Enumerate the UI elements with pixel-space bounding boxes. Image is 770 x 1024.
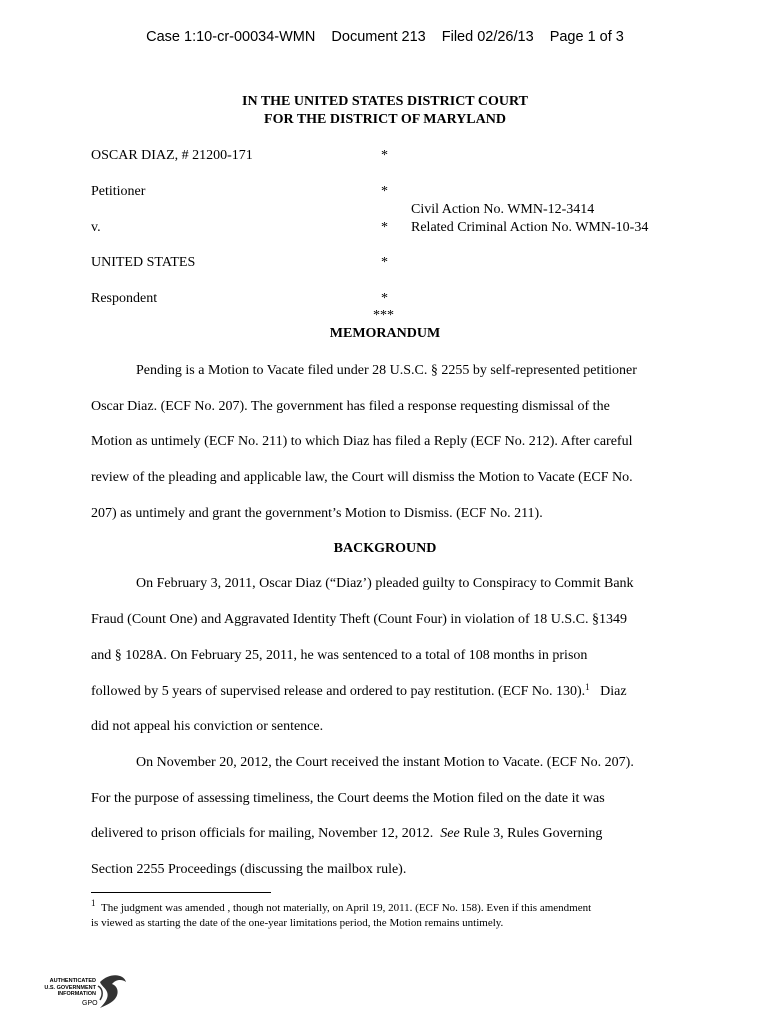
caption-divider: *** bbox=[373, 308, 394, 323]
respondent-role: Respondent bbox=[91, 291, 158, 306]
caption-star: * bbox=[381, 184, 388, 199]
memorandum-line: review of the pleading and applicable law, the Court will dismiss the Motion to Vacate (ECF No. bbox=[91, 470, 633, 485]
petitioner-role: Petitioner bbox=[91, 184, 146, 199]
caption-star: * bbox=[381, 220, 388, 235]
respondent-name: UNITED STATES bbox=[91, 255, 196, 270]
case-number: Case 1:10-cr-00034-WMN bbox=[146, 29, 316, 45]
filed-date: Filed 02/26/13 bbox=[441, 29, 534, 45]
citation-signal: See bbox=[440, 826, 460, 841]
background-text: Rule 3, Rules Governing bbox=[463, 826, 603, 841]
gpo-logo-text: AUTHENTICATED U.S. GOVERNMENT INFORMATION bbox=[44, 978, 96, 997]
footnote-reference[interactable]: 1 bbox=[585, 682, 590, 692]
footnote-text: The judgment was amended , though not materially, on April 19, 2011. (ECF No. 158). Even if this amendment bbox=[101, 902, 592, 914]
background-heading: BACKGROUND bbox=[333, 541, 437, 556]
memorandum-line: Oscar Diaz. (ECF No. 207). The government has filed a response requesting dismissal of the bbox=[91, 399, 610, 414]
footnote-line bbox=[91, 898, 592, 914]
memorandum-heading: MEMORANDUM bbox=[329, 326, 441, 341]
criminal-action-number: Related Criminal Action No. WMN-10-34 bbox=[411, 220, 649, 235]
gpo-authentication-logo bbox=[38, 968, 134, 1016]
court-title-line1: IN THE UNITED STATES DISTRICT COURT bbox=[242, 94, 528, 109]
background-line: On February 3, 2011, Oscar Diaz (“Diaz’) pleaded guilty to Conspiracy to Commit Bank bbox=[136, 576, 634, 591]
background-line bbox=[91, 684, 627, 700]
background-text: followed by 5 years of supervised release and ordered to pay restitution. (ECF No. 130). bbox=[91, 684, 586, 699]
caption-star: * bbox=[381, 148, 388, 163]
eagle-icon bbox=[38, 968, 134, 1016]
footnote-line: is viewed as starting the date of the one-year limitations period, the Motion remains untimely. bbox=[91, 917, 504, 929]
background-text: delivered to prison officials for mailing, November 12, 2012. bbox=[91, 826, 434, 841]
versus: v. bbox=[91, 220, 101, 235]
page-number: Page 1 of 3 bbox=[549, 29, 624, 45]
background-line: For the purpose of assessing timeliness, the Court deems the Motion filed on the date it was bbox=[91, 791, 605, 806]
memorandum-line: Pending is a Motion to Vacate filed under 28 U.S.C. § 2255 by self-represented petitioner bbox=[136, 363, 637, 378]
memorandum-line: 207) as untimely and grant the government’s Motion to Dismiss. (ECF No. 211). bbox=[91, 506, 543, 521]
civil-action-number: Civil Action No. WMN-12-3414 bbox=[411, 202, 595, 217]
petitioner-name: OSCAR DIAZ, # 21200-171 bbox=[91, 148, 253, 163]
document-header bbox=[0, 29, 770, 45]
court-title-line2: FOR THE DISTRICT OF MARYLAND bbox=[264, 112, 506, 127]
document-number: Document 213 bbox=[331, 29, 426, 45]
gpo-abbreviation: GPO bbox=[82, 1000, 98, 1007]
footnote-divider bbox=[91, 892, 271, 893]
background-line: did not appeal his conviction or sentence. bbox=[91, 719, 324, 734]
background-line: On November 20, 2012, the Court received the instant Motion to Vacate. (ECF No. 207). bbox=[136, 755, 634, 770]
background-line: Section 2255 Proceedings (discussing the mailbox rule). bbox=[91, 862, 407, 877]
background-line bbox=[91, 826, 602, 842]
background-line: and § 1028A. On February 25, 2011, he was sentenced to a total of 108 months in prison bbox=[91, 648, 588, 663]
caption-star: * bbox=[381, 291, 388, 306]
memorandum-line: Motion as untimely (ECF No. 211) to which Diaz has filed a Reply (ECF No. 212). After careful bbox=[91, 434, 633, 449]
background-line: Fraud (Count One) and Aggravated Identity Theft (Count Four) in violation of 18 U.S.C. §1349 bbox=[91, 612, 627, 627]
background-text: Diaz bbox=[600, 684, 627, 699]
caption-star: * bbox=[381, 255, 388, 270]
footnote-number: 1 bbox=[91, 898, 96, 908]
